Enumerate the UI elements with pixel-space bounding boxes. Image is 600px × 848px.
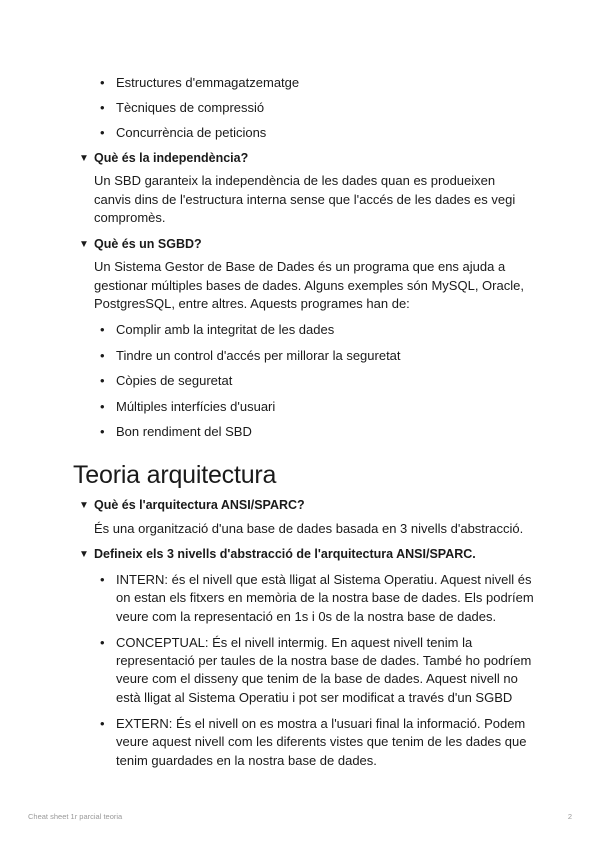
toggle-triangle-icon: ▼ — [79, 153, 89, 164]
list-item: • CONCEPTUAL: És el nivell intermig. En aquest nivell tenim la representació per taules de la nostra base de dades. També ho podríem veure com el disseny que tenim de la base de dades. Aquest nivell no està lligat al Sistema Operatiu i pot ser modificat a través d'un SGBD — [100, 634, 540, 707]
ansi-answer: És una organització d'una base de dades basada en 3 nivells d'abstracció. — [94, 521, 524, 536]
list-item: • Estructures d'emmagatzematge — [100, 74, 299, 91]
sgbd-answer: Un Sistema Gestor de Base de Dades és un programa que ens ajuda a gestionar múltiples bases de dades. Alguns exemples són MySQL, Oracle, PostgresSQL, entre altres. Aquests programes han de: — [94, 259, 524, 311]
list-item: • Tècniques de compressió — [100, 99, 299, 116]
toggle-title: Què és la independència? — [94, 151, 249, 165]
toggle-levels[interactable] — [79, 546, 476, 563]
toggle-title: Defineix els 3 nivells d'abstracció de l'arquitectura ANSI/SPARC. — [94, 547, 476, 561]
list-item: • EXTERN: És el nivell on es mostra a l'usuari final la informació. Podem veure aquest nivell com les diferents vistes que tenim de les dades que tenim guardades en la nostra base de dades. — [100, 715, 540, 770]
list-item: • Còpies de seguretat — [100, 372, 401, 389]
page-number: 2 — [567, 812, 572, 821]
storage-list — [100, 74, 299, 141]
toggle-title: Què és l'arquitectura ANSI/SPARC? — [94, 498, 305, 512]
toggle-triangle-icon: ▼ — [79, 239, 89, 250]
toggle-triangle-icon: ▼ — [79, 549, 89, 560]
toggle-triangle-icon: ▼ — [79, 500, 89, 511]
toggle-independencia[interactable] — [79, 150, 248, 167]
section-heading: Teoria arquitectura — [73, 461, 277, 489]
footer-title: Cheat sheet 1r parcial teoria — [28, 812, 123, 821]
list-item: • INTERN: és el nivell que està lligat al Sistema Operatiu. Aquest nivell és on estan els fitxers en memòria de la nostra base de dades. Els podríem veure com la representació en 1s i 0s de la nostra base de dades. — [100, 571, 540, 626]
levels-list — [100, 571, 540, 770]
list-item: • Concurrència de peticions — [100, 124, 299, 141]
list-item: • Complir amb la integritat de les dades — [100, 321, 401, 338]
list-item: • Tindre un control d'accés per millorar la seguretat — [100, 347, 401, 364]
toggle-sgbd[interactable] — [79, 236, 202, 253]
sgbd-requirements-list — [100, 321, 401, 440]
toggle-title: Què és un SGBD? — [94, 237, 202, 251]
toggle-ansi[interactable] — [79, 497, 305, 514]
list-item: • Múltiples interfícies d'usuari — [100, 398, 401, 415]
list-item: • Bon rendiment del SBD — [100, 423, 401, 440]
independencia-answer: Un SBD garanteix la independència de les dades quan es produeixen canvis dins de l'estructura interna sense que l'accés de les dades es vegi compromès. — [94, 173, 516, 225]
